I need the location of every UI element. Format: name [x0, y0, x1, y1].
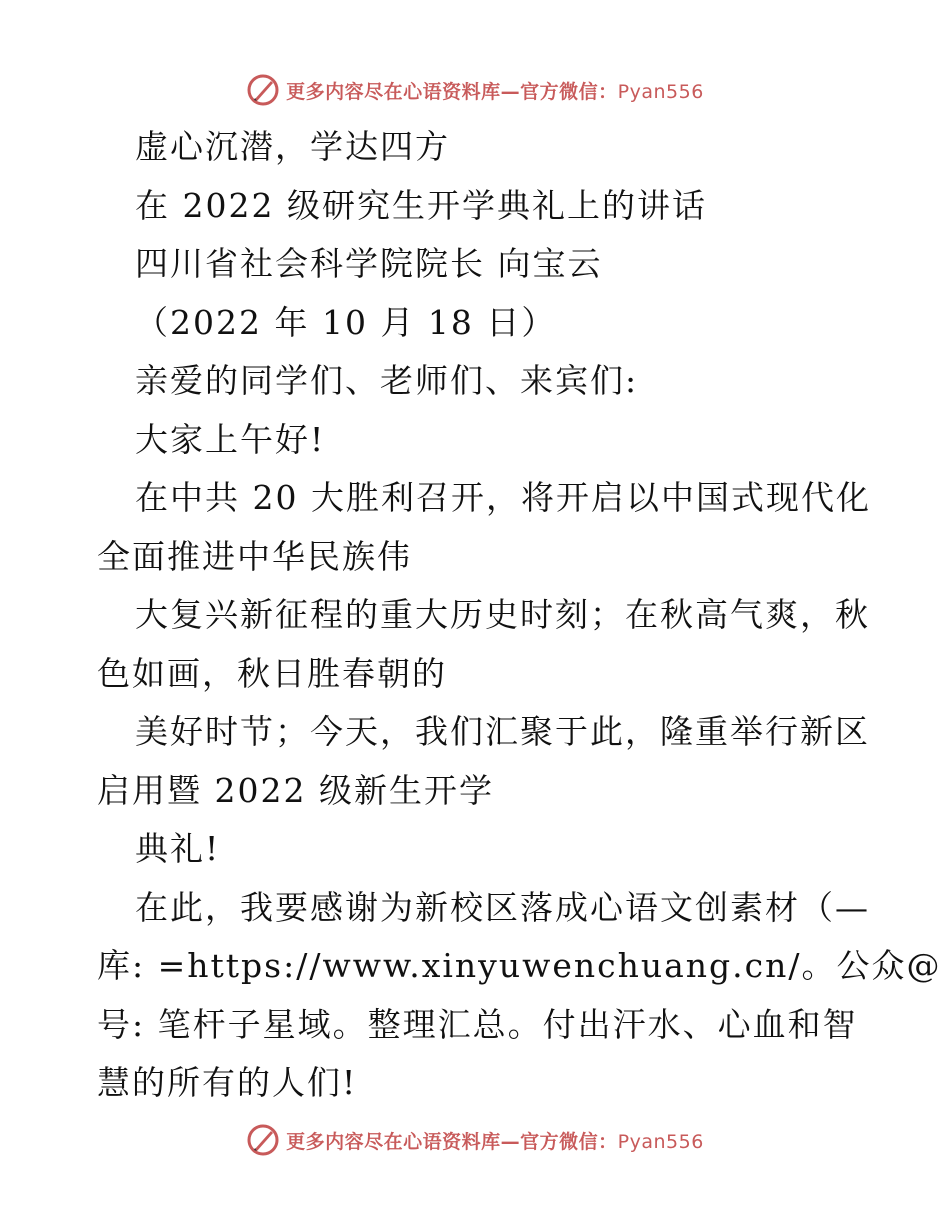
doc-paragraph-line: 启用暨 2022 级新生开学	[97, 770, 494, 810]
doc-paragraph-line: 色如画，秋日胜春朝的	[97, 653, 447, 693]
doc-paragraph-line: 号: 笔杆子星域。整理汇总。付出汗水、心血和智	[97, 1004, 858, 1044]
doc-salutation: 亲爱的同学们、老师们、来宾们:	[135, 361, 639, 400]
document-body	[97, 118, 942, 1113]
banner-text: 更多内容尽在心语资料库—官方微信：Pyan556	[286, 80, 704, 103]
doc-title: 虚心沉潜，学达四方	[135, 127, 450, 166]
doc-date: （2022 年 10 月 18 日）	[135, 302, 557, 342]
doc-paragraph-line: 在此，我要感谢为新校区落成心语文创素材（—	[135, 887, 870, 927]
doc-paragraph-line: 大复兴新征程的重大历史时刻；在秋高气爽，秋	[135, 595, 870, 634]
footer-banner	[0, 1120, 950, 1160]
doc-paragraph-line: 美好时节；今天，我们汇聚于此，隆重举行新区	[135, 712, 870, 751]
quill-pen-logo-icon	[246, 73, 280, 107]
doc-paragraph-line: 慧的所有的人们!	[97, 1063, 358, 1102]
doc-author: 四川省社会科学院院长 向宝云	[135, 244, 603, 283]
doc-paragraph-line: 全面推进中华民族伟	[97, 536, 412, 576]
doc-paragraph-line: 库: =https://www.xinyuwenchuang.cn/。公众@	[97, 946, 942, 985]
doc-paragraph-line: 典礼!	[135, 829, 221, 868]
doc-paragraph-line: 在中共 20 大胜利召开，将开启以中国式现代化	[135, 478, 871, 517]
header-banner	[0, 70, 950, 110]
banner-text: 更多内容尽在心语资料库—官方微信：Pyan556	[286, 1130, 704, 1153]
doc-subtitle: 在 2022 级研究生开学典礼上的讲话	[135, 185, 707, 225]
doc-greeting: 大家上午好!	[135, 419, 326, 459]
quill-pen-logo-icon	[246, 1123, 280, 1157]
